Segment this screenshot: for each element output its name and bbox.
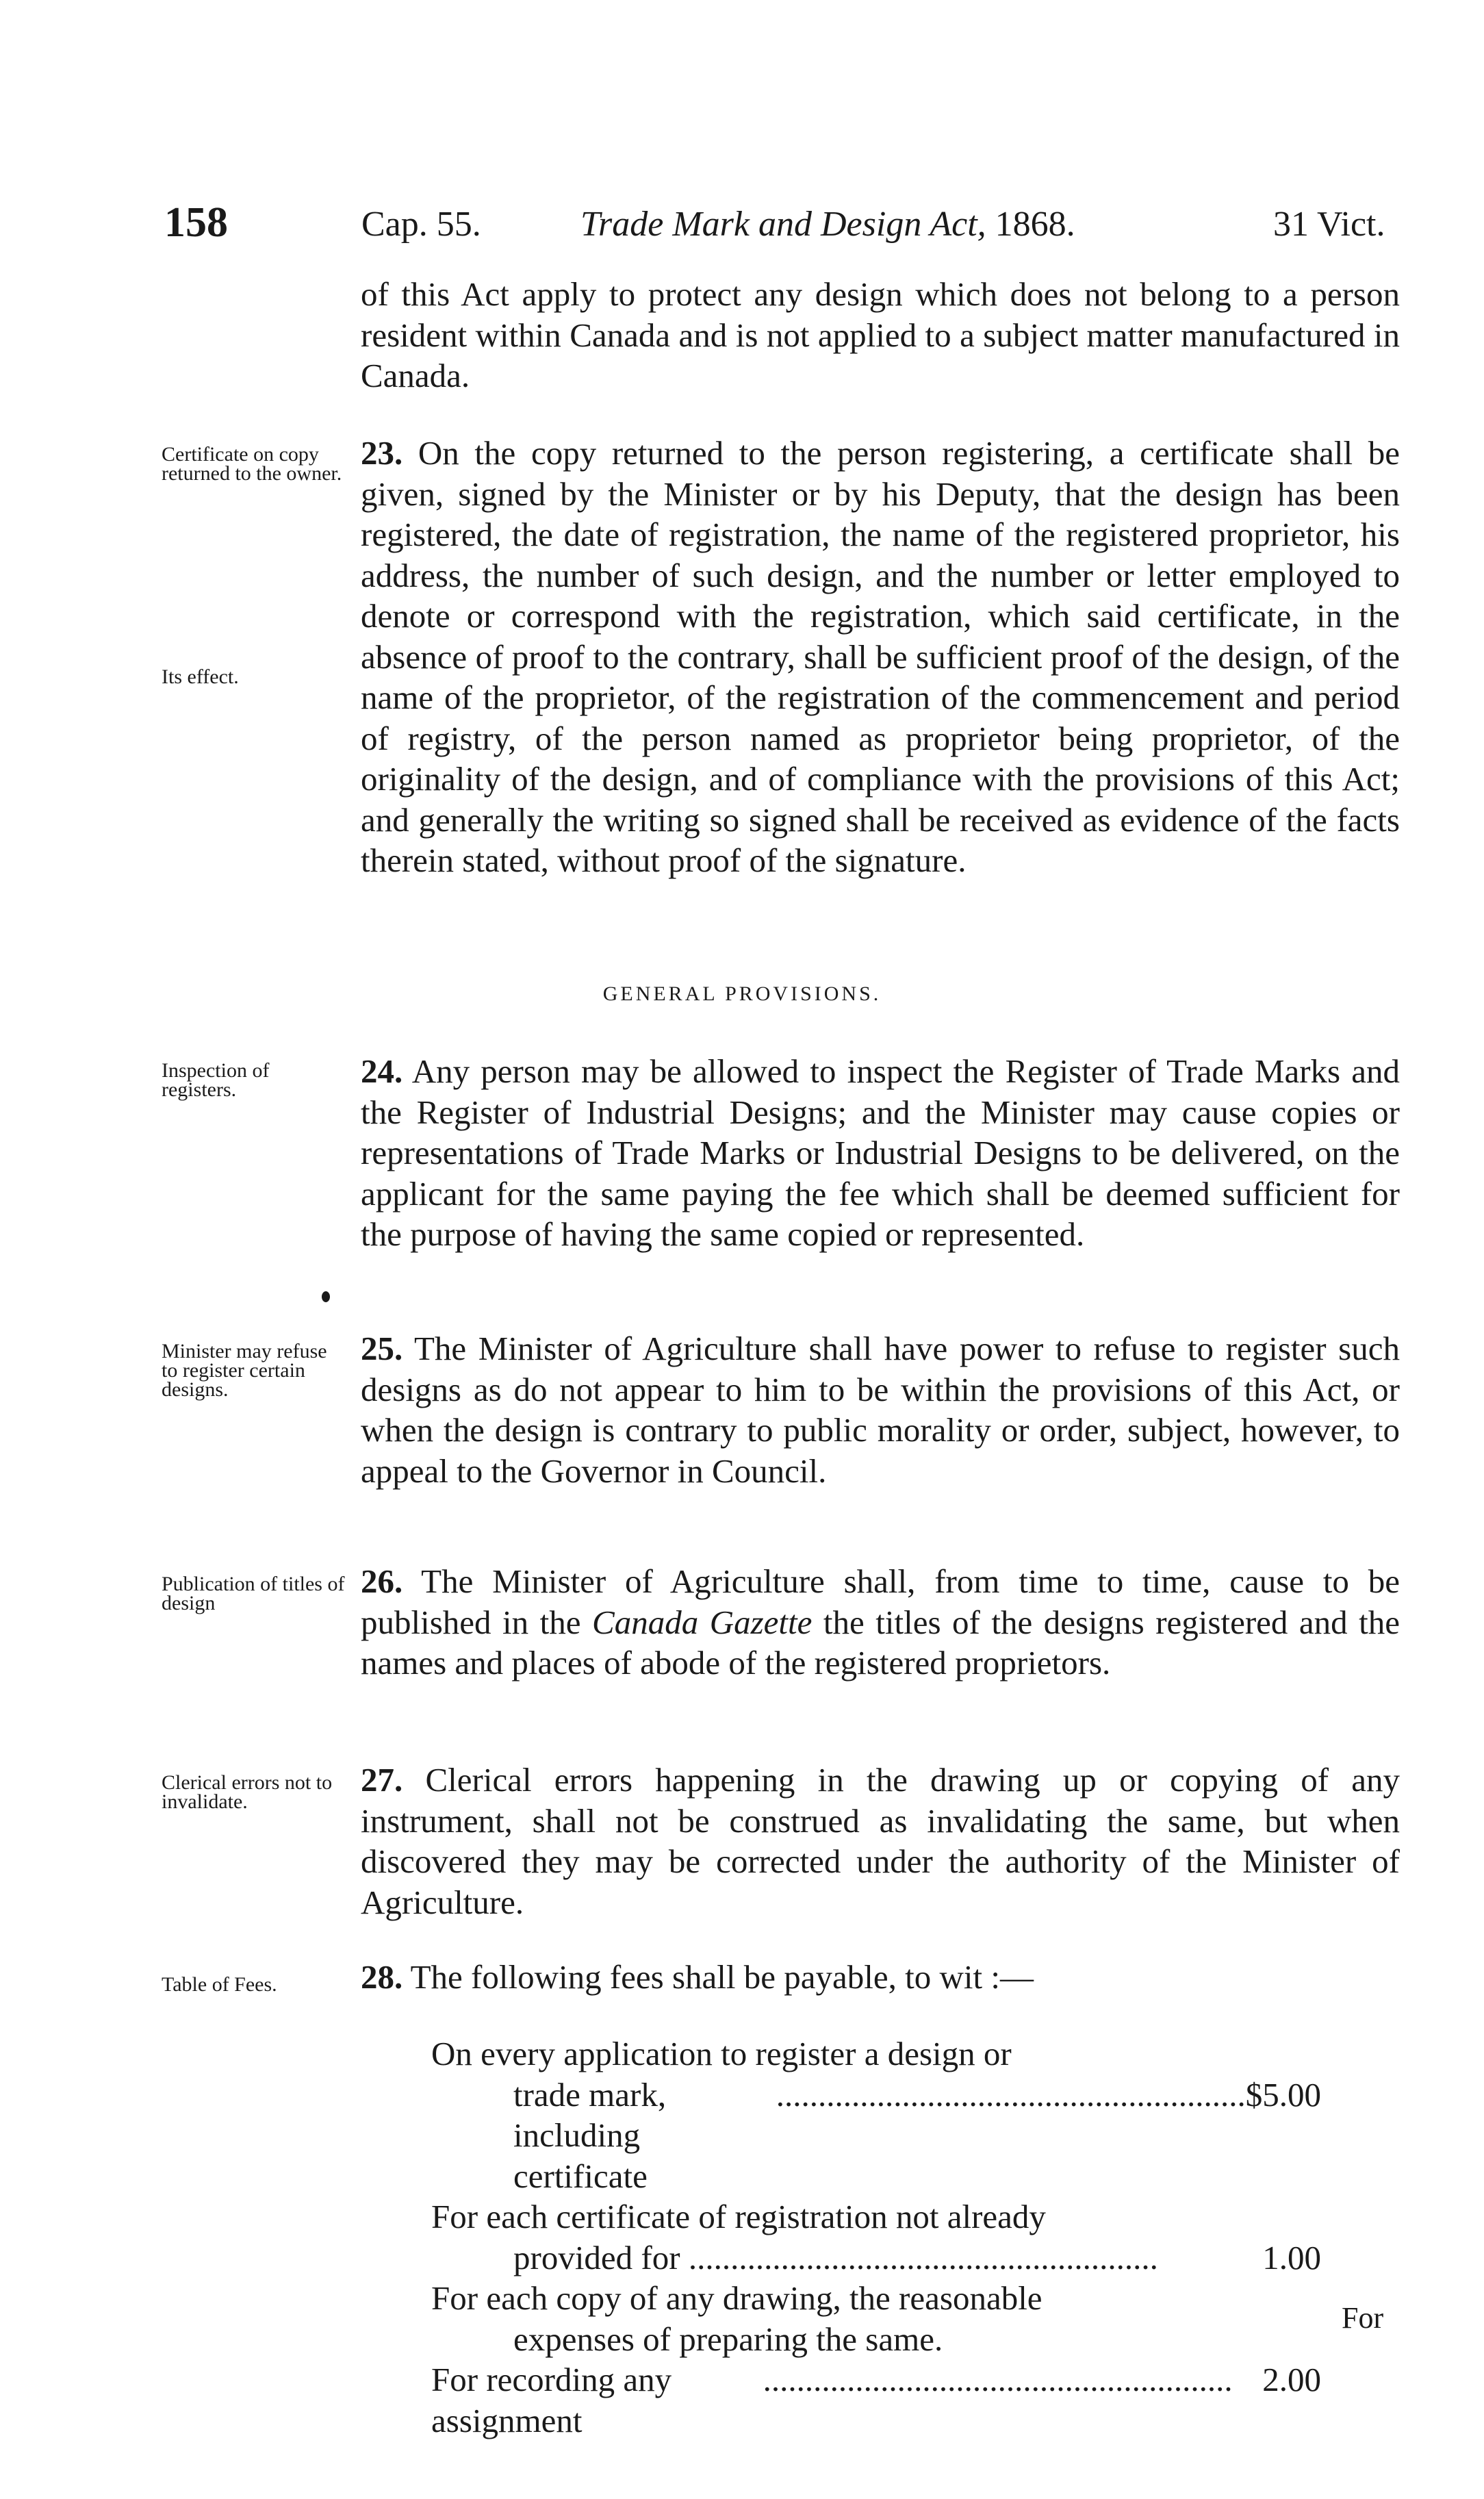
fee-amount: $5.00 [1245,2075,1321,2114]
fee-amount: 2.00 [1262,2361,1321,2398]
section-text: On the copy returned to the person registering, a certificate shall be given, signed by the Minister or by his Deputy, that the design has been registered, the date of registration, the name of the registered proprietor, his address, the number of such design, and the number or letter employed to denote or correspond with the registration, which said certificate, in the absence of proof to the contrary, shall be sufficient proof of the design, of the name of the proprietor, of the registration of the commencement and period of registry, of the person named as proprietor being proprietor, of the originality of the design, and of compliance with the provisions of this Act; and generally the writing so signed shall be received as evidence of the facts therein stated, without proof of the signature. [361,434,1400,879]
section-text-b: the titles of the designs registered and the names and places of abode of the registered proprietors. [361,1603,1400,1682]
side-note-24: Inspection of registers. [162,1059,270,1101]
section-27 [361,1760,1400,1923]
side-note-23: Certificate on copy returned to the owner. [162,443,342,485]
fee-row: For recording any assignment ........................................................ 2.00 [431,2359,1321,2441]
page-number: 158 [164,199,228,246]
section-heading: GENERAL PROVISIONS. [602,982,882,1005]
section-text: The Minister of Agriculture shall have power to refuse to register such designs as do not appear to him to be within the provisions of this Act, or when the design is contrary to public morality or order, subject, however, to appeal to the Governor in Council. [361,1330,1400,1490]
section-24 [361,1051,1400,1255]
section-number: 28. [361,1958,403,1996]
fee-amount [1212,2319,1321,2360]
side-note-28: Table of Fees. [162,1973,277,1996]
fee-row [431,2278,1321,2359]
fee-line: For each copy of any drawing, the reasonable [431,2279,1042,2317]
continued-paragraph: of this Act apply to protect any design which does not belong to a person resident within Canada and is not applied to a subject matter manufactured in Canada. [361,275,1400,394]
section-number: 25. [361,1330,403,1367]
gazette-name: Canada Gazette [592,1603,813,1641]
section-28 [361,1957,1400,1998]
fee-line: For each certificate of registration not already [431,2198,1046,2235]
section-number: 24. [361,1052,403,1090]
section-text: Any person may be allowed to inspect the Register of Trade Marks and the Register of Industrial Designs; and the Minister may cause copies or representations of Trade Marks or Industrial Designs to be delivered, on the applicant for the same paying the fee which shall be deemed sufficient for the purpose of having the same copied or represented. [361,1052,1400,1253]
section-26 [361,1561,1400,1684]
ink-mark [322,1291,330,1302]
catchword: For [1342,2301,1384,2335]
running-header [0,199,1484,253]
fee-line: provided for [513,2238,680,2276]
section-text: Clerical errors happening in the drawing up or copying of any instrument, shall not be construed as invalidating the same, but when discovered they may be corrected under the authority of the Minister of Agriculture. [361,1761,1400,1921]
section-text: The following fees shall be payable, to wit :— [410,1958,1034,1996]
fee-row: On every application to register a design or trade mark, including certificate ........................................................ $5.00 [431,2033,1321,2196]
fee-table [431,2033,1321,2441]
side-note-25: Minister may refuse to register certain designs. [162,1340,327,1401]
act-year: 1868. [995,205,1075,244]
section-number: 23. [361,434,403,472]
side-note-27: Clerical errors not to invalidate. [162,1771,333,1813]
section-number: 26. [361,1562,403,1600]
fee-line: trade mark, including certificate [513,2075,667,2195]
chapter-label: Cap. 55. [361,205,481,244]
section-23 [361,433,1400,881]
section-number: 27. [361,1761,403,1799]
fee-line: expenses of preparing the same. [513,2320,943,2358]
side-note-23-effect: Its effect. [162,665,239,688]
side-note-26: Publication of titles of design [162,1573,345,1614]
regnal-year: 31 Vict. [1273,205,1385,244]
section-25 [361,1328,1400,1491]
fee-line: For recording any assignment [431,2361,672,2439]
section-text-a: The Minister of Agriculture shall, from time to time, cause to be published in the [361,1562,1400,1641]
fee-line: On every application to register a design or [431,2035,1012,2072]
fee-amount: 1.00 [1262,2238,1321,2276]
act-title-italic: Trade Mark and Design Act, [580,205,986,244]
fee-row: For each certificate of registration not already provided for ........................................................ 1.00 [431,2196,1321,2278]
act-title [580,204,1075,244]
